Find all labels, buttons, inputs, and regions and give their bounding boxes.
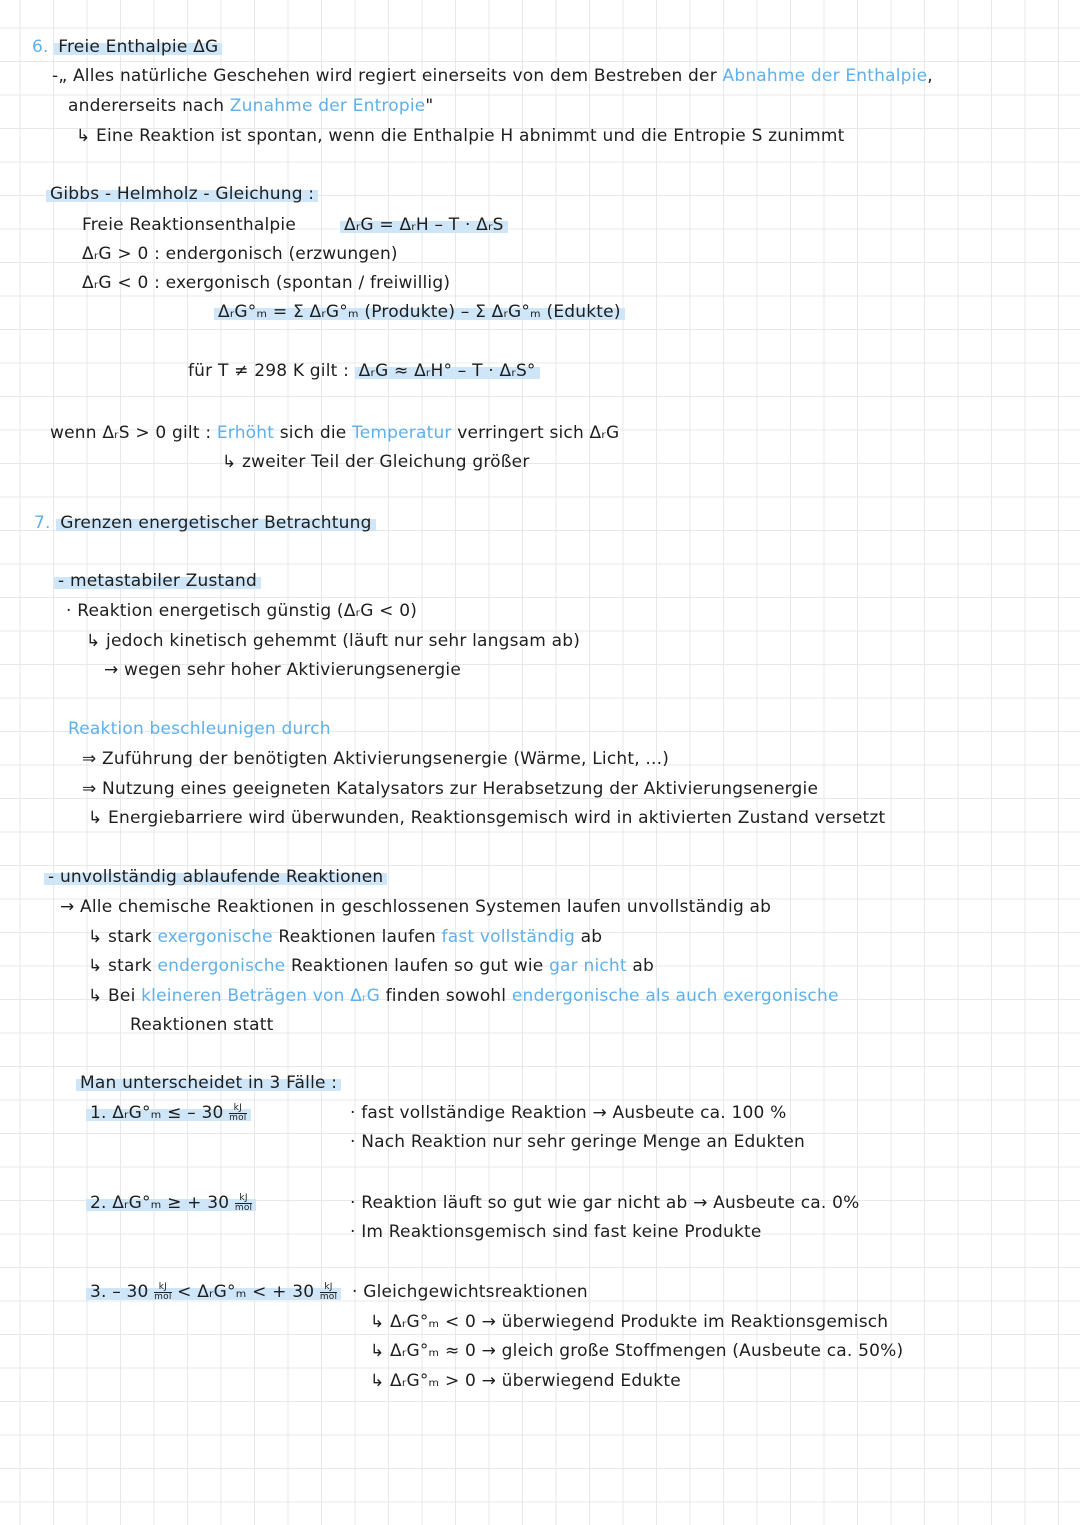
case-2-unit-top: kJ <box>235 1194 252 1204</box>
unvollstaendig-4 <box>88 985 839 1007</box>
case-1-label <box>86 1102 251 1124</box>
spontan-line: ↳ Eine Reaktion ist spontan, wenn die Enthalpie H abnimmt und die Entropie S zunimmt <box>76 126 845 146</box>
case-1-label-text: 1. ΔᵣG°ₘ ≤ – 30 <box>90 1103 224 1123</box>
case-2-label-text: 2. ΔᵣG°ₘ ≥ + 30 <box>90 1193 230 1213</box>
quote-line2-start: andererseits nach <box>68 96 225 116</box>
gibbs-formula <box>340 214 508 236</box>
case-3-unit-1-top: kJ <box>154 1283 171 1293</box>
beschleunigen-1: ⇒ Zuführung der benötigten Aktivierungsenergie (Wärme, Licht, ...) <box>82 749 670 769</box>
meta-line-1: · Reaktion energetisch günstig (ΔᵣG < 0) <box>66 601 418 621</box>
case-3-label-a: 3. – 30 <box>90 1282 149 1302</box>
endergonisch-line: ΔᵣG > 0 : endergonisch (erzwungen) <box>82 244 398 264</box>
beschleunigen-3: ↳ Energiebarriere wird überwunden, Reaktionsgemisch wird in aktivierten Zustand versetzt <box>88 808 886 828</box>
temp-line <box>188 360 540 382</box>
standard-formula-text: ΔᵣG°ₘ = Σ ΔᵣG°ₘ (Produkte) – Σ ΔᵣG°ₘ (Edukte) <box>214 302 625 322</box>
case-3-d: ↳ ΔᵣG°ₘ > 0 → überwiegend Edukte <box>370 1371 681 1391</box>
quote-line-2 <box>68 95 433 117</box>
wenn-start: wenn ΔᵣS > 0 gilt : <box>50 423 212 443</box>
case-2-unit-bottom: mol <box>234 1202 253 1213</box>
unvollstaendig-1: → Alle chemische Reaktionen in geschlossenen Systemen laufen unvollständig ab <box>60 897 772 917</box>
gibbs-heading-text: Gibbs - Helmholz - Gleichung : <box>46 184 318 204</box>
quote-entropie: Zunahme der Entropie <box>229 96 426 116</box>
beschleunigen-heading: Reaktion beschleunigen durch <box>68 719 331 739</box>
section-6-heading <box>32 36 222 58</box>
case-3-c: ↳ ΔᵣG°ₘ ≈ 0 → gleich große Stoffmengen (Ausbeute ca. 50%) <box>370 1341 904 1361</box>
temp-formula: ΔᵣG ≈ ΔᵣH° – T · ΔᵣS° <box>355 361 540 381</box>
faelle-heading <box>76 1072 341 1094</box>
case-2-unit <box>235 1194 252 1213</box>
quote-enthalpie: Abnahme der Enthalpie <box>722 66 928 86</box>
wenn-temperatur: Temperatur <box>352 423 452 443</box>
quote-line-1 <box>52 65 933 87</box>
unv-2e: ab <box>580 927 603 947</box>
meta-line-3: → wegen sehr hoher Aktivierungsenergie <box>104 660 461 680</box>
quote-end: " <box>425 96 434 116</box>
faelle-heading-text: Man unterscheidet in 3 Fälle : <box>76 1073 341 1093</box>
case-2-label <box>86 1192 256 1214</box>
case-1-a: · fast vollständige Reaktion → Ausbeute ca. 100 % <box>350 1103 787 1123</box>
wenn-mid: sich die <box>279 423 347 443</box>
unv-2a: ↳ stark <box>88 927 152 947</box>
case-3-b: ↳ ΔᵣG°ₘ < 0 → überwiegend Produkte im Reaktionsgemisch <box>370 1312 889 1332</box>
unv-4a: ↳ Bei <box>88 986 136 1006</box>
wenn-sub: ↳ zweiter Teil der Gleichung größer <box>222 452 530 472</box>
unv-4c: finden sowohl <box>385 986 507 1006</box>
unv-3d: gar nicht <box>549 956 627 976</box>
case-1-unit-bottom: mol <box>229 1112 247 1123</box>
unv-4b: kleineren Beträgen von ΔᵣG <box>141 986 381 1006</box>
unv-2d: fast vollständig <box>441 927 576 947</box>
section-7-number: 7. <box>34 513 51 533</box>
unv-3e: ab <box>632 956 654 976</box>
case-1-unit <box>229 1104 246 1123</box>
case-1-unit-top: kJ <box>229 1104 246 1114</box>
quote-text-start: -„ Alles natürliche Geschehen wird regiert einerseits von dem Bestreben der <box>52 66 717 86</box>
wenn-erhoeht: Erhöht <box>216 423 275 443</box>
wenn-line <box>50 422 619 444</box>
case-2-b: · Im Reaktionsgemisch sind fast keine Produkte <box>350 1222 762 1242</box>
unv-4d: endergonische als auch exergonische <box>511 986 839 1006</box>
case-3-a: · Gleichgewichtsreaktionen <box>352 1282 588 1302</box>
exergonisch-line: ΔᵣG < 0 : exergonisch (spontan / freiwillig) <box>82 273 451 293</box>
case-3-unit-2 <box>320 1283 337 1302</box>
section-6-title: Freie Enthalpie ΔG <box>54 37 222 57</box>
unvollstaendig-2 <box>88 926 602 948</box>
case-2-a: · Reaktion läuft so gut wie gar nicht ab → Ausbeute ca. 0% <box>350 1193 860 1213</box>
case-3-label-b: < ΔᵣG°ₘ < + 30 <box>177 1282 315 1302</box>
standard-formula <box>214 301 625 323</box>
unvollstaendig-5: Reaktionen statt <box>130 1015 274 1035</box>
unv-3c: Reaktionen laufen so gut wie <box>290 956 544 976</box>
section-6-number: 6. <box>32 37 49 57</box>
beschleunigen-2: ⇒ Nutzung eines geeigneten Katalysators zur Herabsetzung der Aktivierungsenergie <box>82 779 819 799</box>
gibbs-heading <box>46 183 318 205</box>
section-7-heading <box>34 512 376 534</box>
case-3-unit-1 <box>154 1283 171 1302</box>
unv-2c: Reaktionen laufen <box>278 927 436 947</box>
case-3-label <box>86 1281 341 1303</box>
meta-line-2: ↳ jedoch kinetisch gehemmt (läuft nur sehr langsam ab) <box>86 631 581 651</box>
freie-label: Freie Reaktionsenthalpie <box>82 215 296 235</box>
case-3-unit-1-bottom: mol <box>154 1291 172 1302</box>
unvollstaendig-3 <box>88 955 654 977</box>
case-3-unit-2-bottom: mol <box>319 1291 338 1302</box>
unv-3b: endergonische <box>157 956 286 976</box>
unvollstaendig-heading-text: - unvollständig ablaufende Reaktionen <box>44 867 387 887</box>
quote-comma: , <box>927 66 933 86</box>
temp-prefix: für T ≠ 298 K gilt : <box>188 361 350 381</box>
unv-3a: ↳ stark <box>88 956 152 976</box>
gibbs-formula-text: ΔᵣG = ΔᵣH – T · ΔᵣS <box>340 215 508 235</box>
case-1-b: · Nach Reaktion nur sehr geringe Menge an Edukten <box>350 1132 806 1152</box>
meta-heading <box>54 570 261 592</box>
meta-heading-text: - metastabiler Zustand <box>54 571 261 591</box>
wenn-end: verringert sich ΔᵣG <box>457 423 620 443</box>
section-7-title: Grenzen energetischer Betrachtung <box>56 513 375 533</box>
case-3-unit-2-top: kJ <box>320 1283 337 1293</box>
unv-2b: exergonische <box>157 927 273 947</box>
unvollstaendig-heading <box>44 866 387 888</box>
